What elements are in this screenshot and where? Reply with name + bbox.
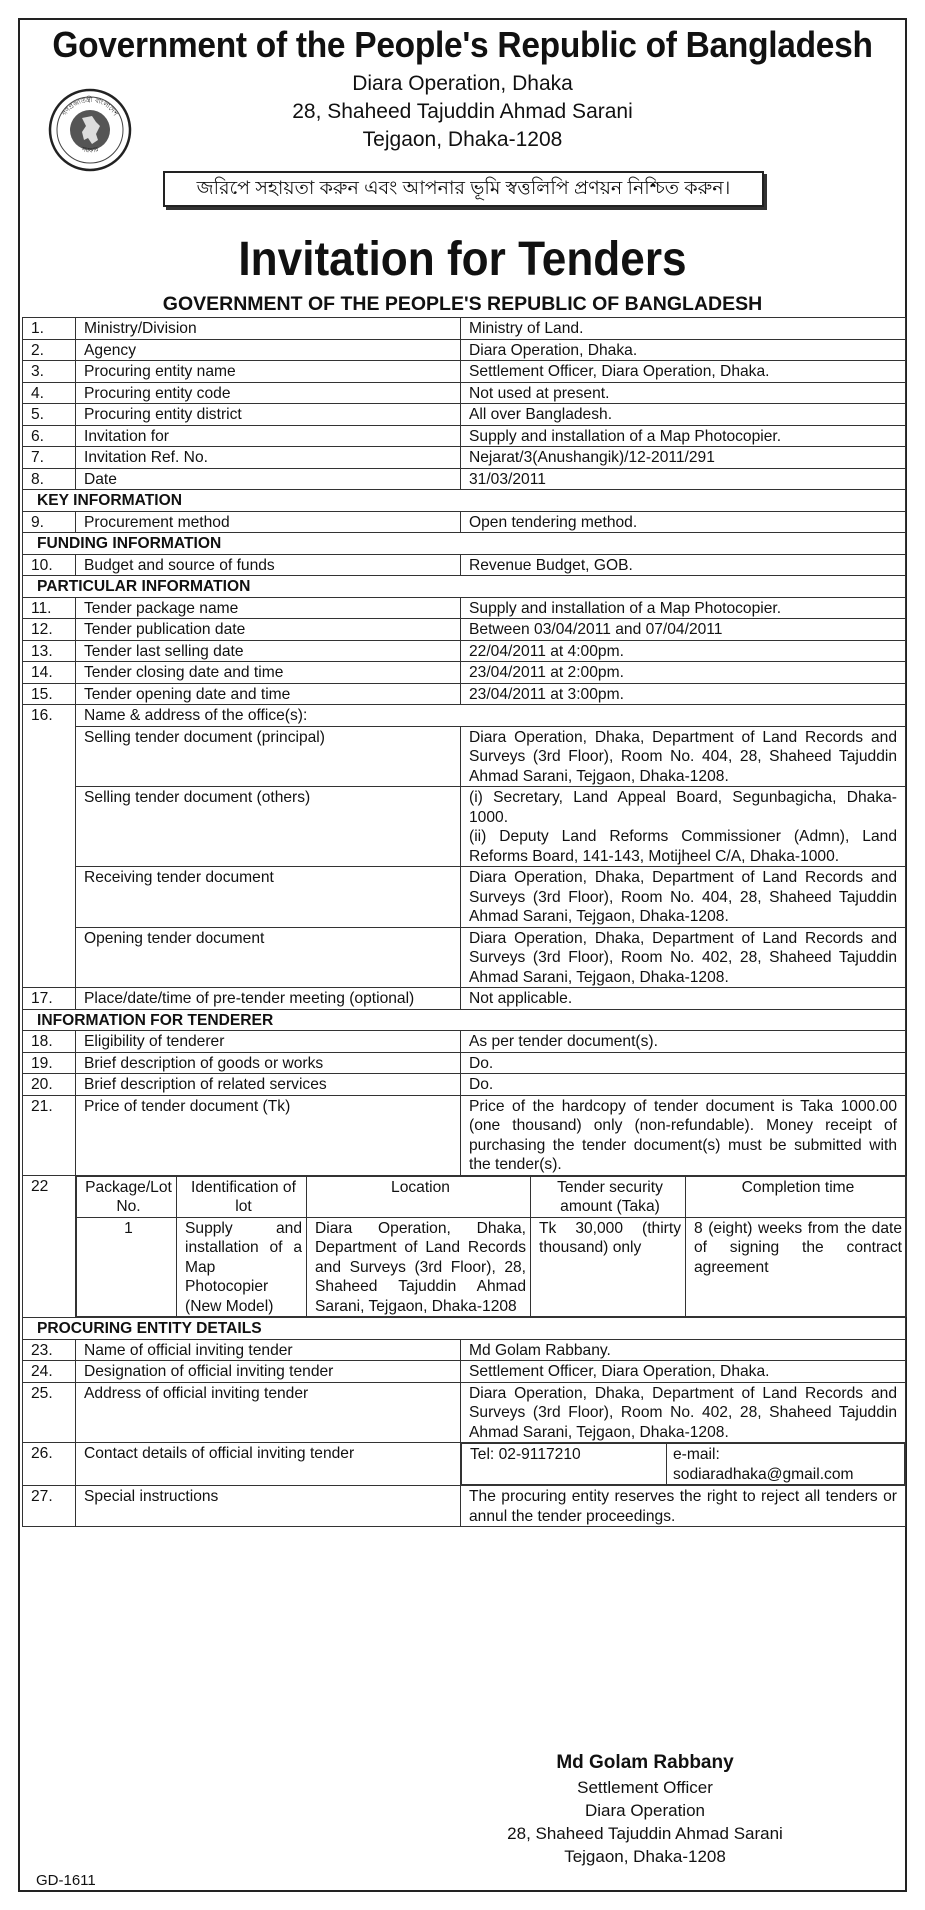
sub-item-label: Opening tender document <box>76 927 461 988</box>
package-header: Completion time <box>686 1176 907 1217</box>
signatory-name: Md Golam Rabbany <box>556 1752 734 1773</box>
section-row <box>23 1318 906 1340</box>
item-value: Diara Operation, Dhaka. <box>461 339 906 361</box>
item-value: Between 03/04/2011 and 07/04/2011 <box>461 619 906 641</box>
office-city: Tejgaon, Dhaka-1208 <box>362 128 563 151</box>
sub-item-label: Selling tender document (principal) <box>76 726 461 787</box>
item-number: 17. <box>23 988 76 1010</box>
sub-row <box>23 787 906 867</box>
item-value: Settlement Officer, Diara Operation, Dhaka. <box>461 1361 906 1383</box>
section-row <box>23 576 906 598</box>
item-number: 2. <box>23 339 76 361</box>
table-row <box>23 1361 906 1383</box>
item-value <box>461 927 906 988</box>
item-label: Place/date/time of pre-tender meeting (optional) <box>76 988 461 1010</box>
office-address: Diara Operation, Dhaka, Department of Land Records and Surveys (3rd Floor), Room No. 402, 28, Shaheed Tajuddin Ahmad Sarani, Tejgaon, Dhaka-1208. <box>469 929 897 986</box>
item-number: 22 <box>23 1175 76 1318</box>
item-value: Price of the hardcopy of tender document is Taka 1000.00 (one thousand) only (non-refundable). Money receipt of purchasing the tender document(s) must be submitted with the tender(s). <box>461 1095 906 1175</box>
item-number: 6. <box>23 425 76 447</box>
section-row <box>23 533 906 555</box>
table-row <box>23 318 906 340</box>
item-label: Procuring entity code <box>76 382 461 404</box>
item-value: Open tendering method. <box>461 511 906 533</box>
signatory-address-1: 28, Shaheed Tajuddin Ahmad Sarani <box>507 1824 783 1843</box>
footer-code: GD-1611 <box>36 1872 96 1889</box>
item-value: As per tender document(s). <box>461 1031 906 1053</box>
item-number: 11. <box>23 597 76 619</box>
table-row <box>23 597 906 619</box>
item-label: Name of official inviting tender <box>76 1339 461 1361</box>
table-row <box>23 1382 906 1443</box>
table-row <box>23 619 906 641</box>
item-label: Date <box>76 468 461 490</box>
lot-identification: Supply and installation of a Map Photocopier (New Model) <box>177 1217 307 1317</box>
item-label: Price of tender document (Tk) <box>76 1095 461 1175</box>
package-table <box>76 1176 907 1318</box>
item-label: Tender closing date and time <box>76 662 461 684</box>
notice-title: Invitation for Tenders <box>238 233 687 286</box>
item-number: 18. <box>23 1031 76 1053</box>
item-value: Supply and installation of a Map Photocopier. <box>461 425 906 447</box>
tender-table <box>22 317 906 1527</box>
item-label: Procuring entity name <box>76 361 461 383</box>
lot-number: 1 <box>77 1217 177 1317</box>
item-label: Tender last selling date <box>76 640 461 662</box>
government-seal-icon <box>48 88 132 172</box>
item-label: Eligibility of tenderer <box>76 1031 461 1053</box>
table-row <box>23 511 906 533</box>
item-number: 23. <box>23 1339 76 1361</box>
item-number: 20. <box>23 1074 76 1096</box>
table-row <box>23 683 906 705</box>
item-value: Do. <box>461 1074 906 1096</box>
table-row <box>23 1486 906 1527</box>
item-value: Ministry of Land. <box>461 318 906 340</box>
item-value <box>461 787 906 867</box>
item-number: 26. <box>23 1443 76 1486</box>
item-number: 19. <box>23 1052 76 1074</box>
item-label: Address of official inviting tender <box>76 1382 461 1443</box>
section-heading: PARTICULAR INFORMATION <box>23 576 906 598</box>
government-title: Government of the People's Republic of Bangladesh <box>52 24 873 65</box>
item-number-empty <box>23 787 76 867</box>
item-number: 12. <box>23 619 76 641</box>
item-number: 25. <box>23 1382 76 1443</box>
sub-item-label: Selling tender document (others) <box>76 787 461 867</box>
sub-row <box>23 867 906 928</box>
package-header: Package/Lot No. <box>77 1176 177 1217</box>
item-value <box>461 867 906 928</box>
item-value: The procuring entity reserves the right to reject all tenders or annul the tender proceedings. <box>461 1486 906 1527</box>
item-label: Ministry/Division <box>76 318 461 340</box>
package-lot-row <box>77 1217 907 1317</box>
item-number: 10. <box>23 554 76 576</box>
table-row <box>23 1339 906 1361</box>
item-value: Not applicable. <box>461 988 906 1010</box>
signatory-address-2: Tejgaon, Dhaka-1208 <box>564 1847 726 1866</box>
item-label: Name & address of the office(s): <box>76 705 906 727</box>
table-row <box>23 1074 906 1096</box>
package-header-row <box>77 1176 907 1217</box>
item-value: Not used at present. <box>461 382 906 404</box>
item-label: Budget and source of funds <box>76 554 461 576</box>
table-row <box>23 382 906 404</box>
item-number: 15. <box>23 683 76 705</box>
package-header: Tender security amount (Taka) <box>531 1176 686 1217</box>
section-heading: KEY INFORMATION <box>23 490 906 512</box>
table-row <box>23 988 906 1010</box>
contact-email-box <box>667 1444 905 1485</box>
item-value: 31/03/2011 <box>461 468 906 490</box>
slogan-box: জরিপে সহায়তা করুন এবং আপনার ভূমি স্বত্তলিপি প্রণয়ন নিশ্চিত করুন। <box>163 171 764 207</box>
table-row <box>23 404 906 426</box>
item-label: Brief description of goods or works <box>76 1052 461 1074</box>
item-number: 3. <box>23 361 76 383</box>
item-value: 22/04/2011 at 4:00pm. <box>461 640 906 662</box>
item-number: 16. <box>23 705 76 727</box>
table-row <box>23 705 906 727</box>
item-label: Procuring entity district <box>76 404 461 426</box>
item-number-empty <box>23 867 76 928</box>
package-header: Location <box>307 1176 531 1217</box>
item-label: Invitation Ref. No. <box>76 447 461 469</box>
item-value: Md Golam Rabbany. <box>461 1339 906 1361</box>
item-value <box>461 726 906 787</box>
item-label: Tender publication date <box>76 619 461 641</box>
item-value: 23/04/2011 at 3:00pm. <box>461 683 906 705</box>
office-address: Diara Operation, Dhaka, Department of Land Records and Surveys (3rd Floor), Room No. 404, 28, Shaheed Tajuddin Ahmad Sarani, Tejgaon, Dhaka-1208. <box>469 728 897 785</box>
item-value: Supply and installation of a Map Photocopier. <box>461 597 906 619</box>
table-row <box>23 361 906 383</box>
item-label: Invitation for <box>76 425 461 447</box>
item-number: 7. <box>23 447 76 469</box>
lot-security: Tk 30,000 (thirty thousand) only <box>531 1217 686 1317</box>
office-address-2: (ii) Deputy Land Reforms Commissioner (Admn), Land Reforms Board, 141-143, Motijheel C/A, Dhaka-1000. <box>469 828 897 865</box>
item-number: 14. <box>23 662 76 684</box>
item-number: 13. <box>23 640 76 662</box>
table-row <box>23 468 906 490</box>
item-label: Contact details of official inviting tender <box>76 1443 461 1486</box>
item-number-empty <box>23 927 76 988</box>
item-number: 27. <box>23 1486 76 1527</box>
item-number: 9. <box>23 511 76 533</box>
table-row <box>23 554 906 576</box>
section-row <box>23 490 906 512</box>
section-row <box>23 1009 906 1031</box>
seal-text-bottom: সরকার <box>80 145 100 155</box>
seal-text-top: গণপ্রজাতন্ত্রী বাংলাদেশ <box>60 95 120 118</box>
table-row <box>23 662 906 684</box>
package-row <box>23 1175 906 1318</box>
item-number: 4. <box>23 382 76 404</box>
contact-cell <box>461 1443 906 1486</box>
item-value: Do. <box>461 1052 906 1074</box>
package-cell <box>76 1175 906 1318</box>
sub-row <box>23 927 906 988</box>
item-label: Tender package name <box>76 597 461 619</box>
item-label: Designation of official inviting tender <box>76 1361 461 1383</box>
item-number: 21. <box>23 1095 76 1175</box>
table-row <box>23 447 906 469</box>
item-number: 1. <box>23 318 76 340</box>
section-heading: INFORMATION FOR TENDERER <box>23 1009 906 1031</box>
lot-location: Diara Operation, Dhaka, Department of Land Records and Surveys (3rd Floor), 28, Shaheed Tajuddin Ahmad Sarani, Tejgaon, Dhaka-1208 <box>307 1217 531 1317</box>
notice-subtitle: GOVERNMENT OF THE PEOPLE'S REPUBLIC OF BANGLADESH <box>162 293 763 315</box>
table-row <box>23 1095 906 1175</box>
item-value: 23/04/2011 at 2:00pm. <box>461 662 906 684</box>
item-label: Agency <box>76 339 461 361</box>
item-number-empty <box>23 726 76 787</box>
table-row <box>23 1443 906 1486</box>
item-number: 24. <box>23 1361 76 1383</box>
item-label: Brief description of related services <box>76 1074 461 1096</box>
contact-table <box>461 1443 905 1485</box>
table-row <box>23 339 906 361</box>
item-value: All over Bangladesh. <box>461 404 906 426</box>
sub-item-label: Receiving tender document <box>76 867 461 928</box>
office-address: Diara Operation, Dhaka, Department of Land Records and Surveys (3rd Floor), Room No. 404, 28, Shaheed Tajuddin Ahmad Sarani, Tejgaon, Dhaka-1208. <box>469 869 897 925</box>
email-label: e-mail: <box>673 1446 720 1463</box>
item-value: Settlement Officer, Diara Operation, Dhaka. <box>461 361 906 383</box>
item-value: Nejarat/3(Anushangik)/12-2011/291 <box>461 447 906 469</box>
email-address: sodiaradhaka@gmail.com <box>673 1465 854 1483</box>
item-label: Tender opening date and time <box>76 683 461 705</box>
table-row <box>23 1031 906 1053</box>
office-name: Diara Operation, Dhaka <box>352 72 573 95</box>
table-row <box>23 425 906 447</box>
office-street: 28, Shaheed Tajuddin Ahmad Sarani <box>292 100 633 123</box>
section-heading: FUNDING INFORMATION <box>23 533 906 555</box>
contact-tel: Tel: 02-9117210 <box>462 1444 667 1485</box>
item-value: Diara Operation, Dhaka, Department of Land Records and Surveys (3rd Floor), Room No. 402, 28, Shaheed Tajuddin Ahmad Sarani, Tejgaon, Dhaka-1208. <box>461 1382 906 1443</box>
office-address: (i) Secretary, Land Appeal Board, Segunbagicha, Dhaka-1000. <box>469 789 897 826</box>
item-number: 5. <box>23 404 76 426</box>
sub-row <box>23 726 906 787</box>
table-row <box>23 640 906 662</box>
section-heading: PROCURING ENTITY DETAILS <box>23 1318 906 1340</box>
signatory-office: Diara Operation <box>584 1801 705 1820</box>
item-label: Procurement method <box>76 511 461 533</box>
table-row <box>23 1052 906 1074</box>
signatory-title: Settlement Officer <box>577 1778 713 1797</box>
lot-completion: 8 (eight) weeks from the date of signing the contract agreement <box>686 1217 907 1317</box>
item-number: 8. <box>23 468 76 490</box>
item-label: Special instructions <box>76 1486 461 1527</box>
item-value: Revenue Budget, GOB. <box>461 554 906 576</box>
signature-block <box>480 1750 810 1868</box>
package-header: Identification of lot <box>177 1176 307 1217</box>
